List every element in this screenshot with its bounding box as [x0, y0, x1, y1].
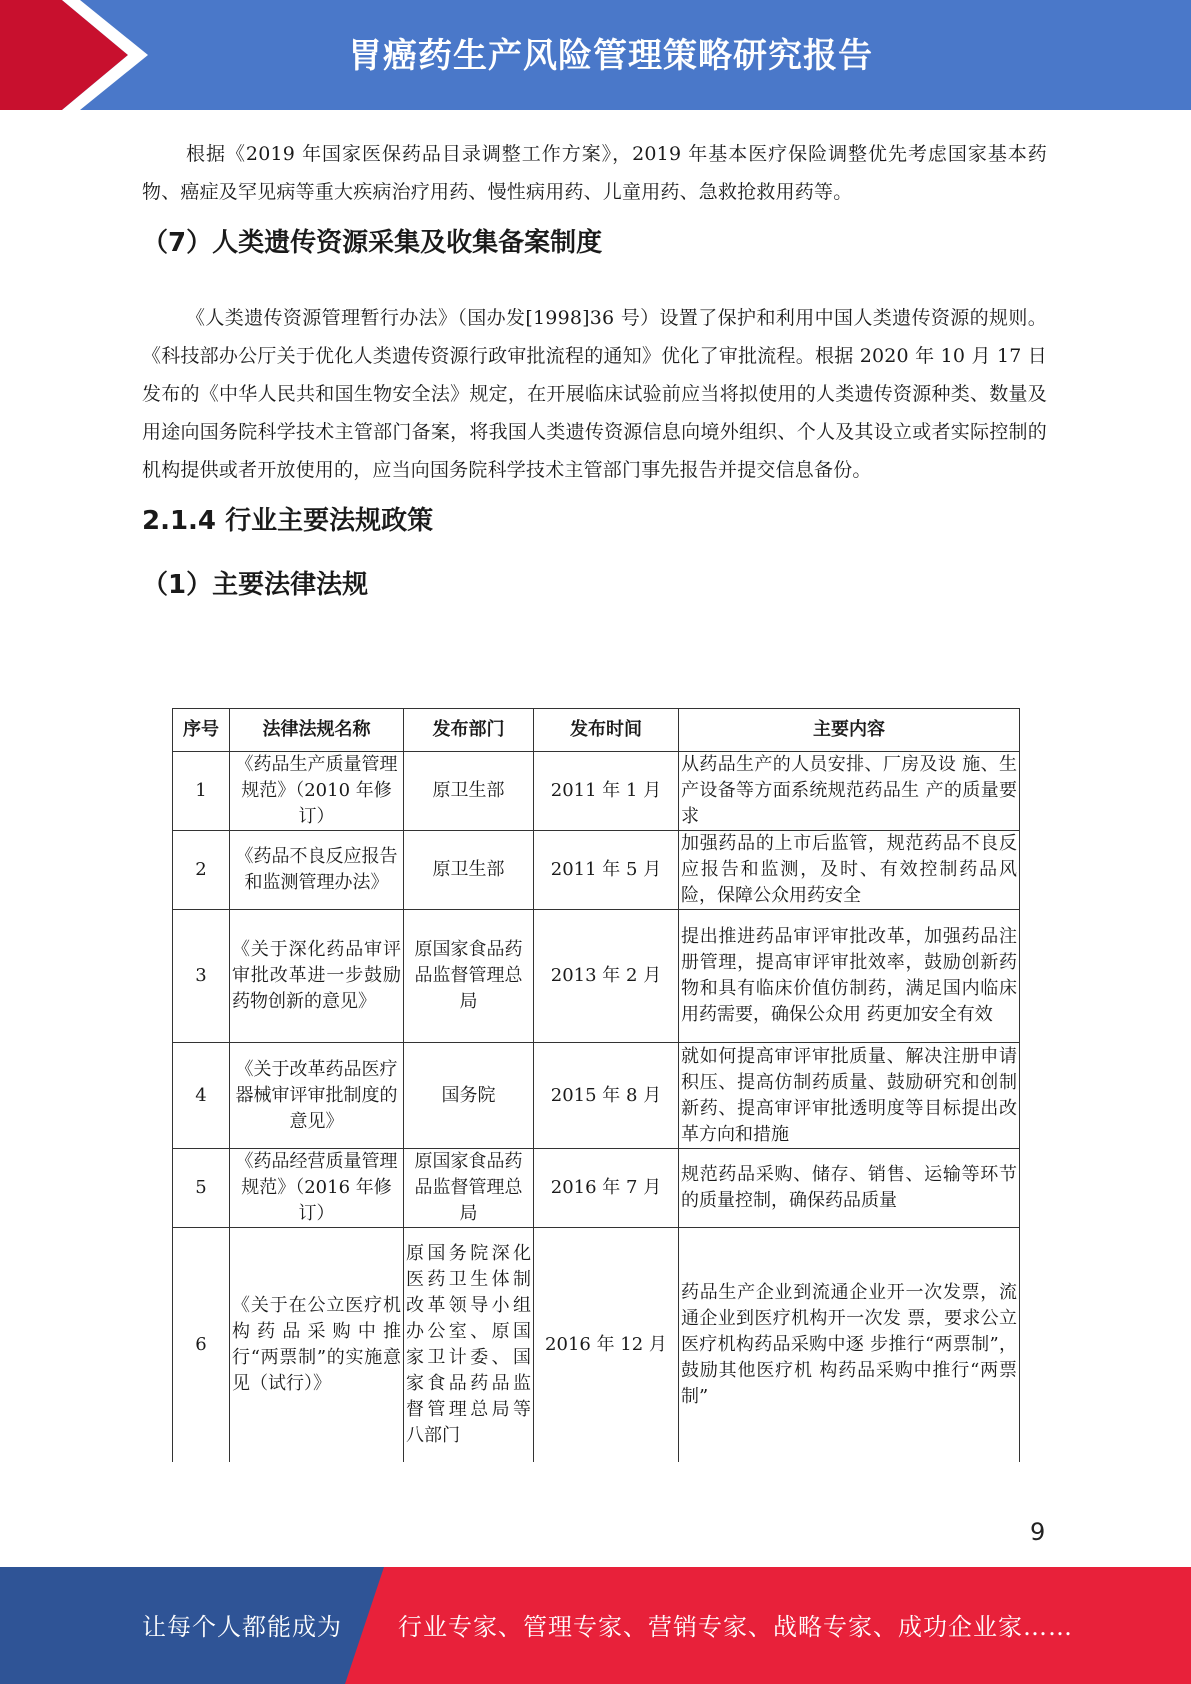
table-row [173, 1149, 1020, 1228]
page-footer [0, 1567, 1191, 1684]
cell-dept: 原卫生部 [404, 752, 534, 831]
table-row [173, 831, 1020, 910]
page-header [0, 0, 1191, 110]
section-7-paragraph: 《人类遗传资源管理暂行办法》（国办发[1998]36 号）设置了保护和利用中国人类遗传资源的规则。《科技部办公厅关于优化人类遗传资源行政审批流程的通知》优化了审批流程。根据 2020 年 10 月 17 日发布的《中华人民共和国生物安全法》规定，在开展临床试验前应当将拟使用的人类遗传资源种类、数量及用途向国务院科学技术主管部门备案，将我国人类遗传资源信息向境外组织、个人及其设立或者实际控制的机构提供或者开放使用的，应当向国务院科学技术主管部门事先报告并提交信息备份。 [142, 307, 1047, 481]
cell-name: 《关于深化药品审评审批改革进一步鼓励药物创新的意见》 [230, 910, 404, 1043]
column-header-content: 主要内容 [679, 709, 1020, 752]
column-header-date: 发布时间 [534, 709, 679, 752]
page-number: 9 [1030, 1518, 1046, 1546]
cell-content: 药品生产企业到流通企业开一次发票，流通企业到医疗机构开一次发 票，要求公立医疗机构药品采购中逐 步推行“两票制”，鼓励其他医疗机 构药品采购中推行“两票制” [679, 1228, 1020, 1462]
section-2-1-4-heading: 2.1.4 行业主要法规政策 [142, 506, 434, 536]
cell-name: 《关于改革药品医疗器械审评审批制度的意见》 [230, 1043, 404, 1149]
section-1-heading: （1）主要法律法规 [142, 570, 369, 600]
footer-slogan-right: 行业专家、管理专家、营销专家、战略专家、成功企业家…… [398, 1613, 1073, 1641]
table-row [173, 752, 1020, 831]
cell-dept: 原国务院深化医药卫生体制改革领导小组办公室、原国家卫计委、国家食品药品监督管理总局等八部门 [404, 1228, 534, 1462]
table-row [173, 910, 1020, 1043]
cell-name: 《药品生产质量管理规范》（2010 年修订） [230, 752, 404, 831]
cell-no: 2 [173, 831, 230, 910]
cell-date: 2011 年 5 月 [534, 831, 679, 910]
cell-content: 从药品生产的人员安排、厂房及设 施、生产设备等方面系统规范药品生 产的质量要求 [679, 752, 1020, 831]
cell-date: 2011 年 1 月 [534, 752, 679, 831]
report-title: 胃癌药生产风险管理策略研究报告 [348, 36, 873, 76]
cell-content: 规范药品采购、储存、销售、运输等环节的质量控制，确保药品质量 [679, 1149, 1020, 1228]
cell-name: 《药品经营质量管理规范》（2016 年修订） [230, 1149, 404, 1228]
main-content [142, 135, 1047, 617]
laws-regulations-table [172, 708, 1020, 1462]
cell-name: 《关于在公立医疗机构药品采购中推行“两票制”的实施意见（试行）》 [230, 1228, 404, 1462]
footer-slogan-left: 让每个人都能成为 [142, 1613, 342, 1641]
cell-no: 4 [173, 1043, 230, 1149]
cell-no: 5 [173, 1149, 230, 1228]
column-header-name: 法律法规名称 [230, 709, 404, 752]
cell-content: 就如何提高审评审批质量、解决注册申请积压、提高仿制药质量、鼓励研究和创制新药、提高审评审批透明度等目标提出改革方向和措施 [679, 1043, 1020, 1149]
cell-dept: 原国家食品药品监督管理总局 [404, 910, 534, 1043]
section-7-heading: （7）人类遗传资源采集及收集备案制度 [142, 228, 603, 258]
cell-dept: 国务院 [404, 1043, 534, 1149]
cell-dept: 原国家食品药品监督管理总局 [404, 1149, 534, 1228]
column-header-no: 序号 [173, 709, 230, 752]
intro-paragraph: 根据《2019 年国家医保药品目录调整工作方案》，2019 年基本医疗保险调整优先考虑国家基本药物、癌症及罕见病等重大疾病治疗用药、慢性病用药、儿童用药、急救抢救用药等。 [142, 143, 1047, 203]
column-header-dept: 发布部门 [404, 709, 534, 752]
cell-content: 提出推进药品审评审批改革，加强药品注册管理，提高审评审批效率，鼓励创新药物和具有临床价值仿制药，满足国内临床用药需要，确保公众用 药更加安全有效 [679, 910, 1020, 1043]
cell-dept: 原卫生部 [404, 831, 534, 910]
table-header-row [173, 709, 1020, 752]
table-row [173, 1228, 1020, 1462]
table-row [173, 1043, 1020, 1149]
cell-no: 3 [173, 910, 230, 1043]
cell-date: 2016 年 7 月 [534, 1149, 679, 1228]
cell-date: 2015 年 8 月 [534, 1043, 679, 1149]
cell-name: 《药品不良反应报告和监测管理办法》 [230, 831, 404, 910]
cell-no: 1 [173, 752, 230, 831]
cell-no: 6 [173, 1228, 230, 1462]
cell-content: 加强药品的上市后监管，规范药品不良反应报告和监测，及时、有效控制药品风险，保障公众用药安全 [679, 831, 1020, 910]
cell-date: 2016 年 12 月 [534, 1228, 679, 1462]
cell-date: 2013 年 2 月 [534, 910, 679, 1043]
